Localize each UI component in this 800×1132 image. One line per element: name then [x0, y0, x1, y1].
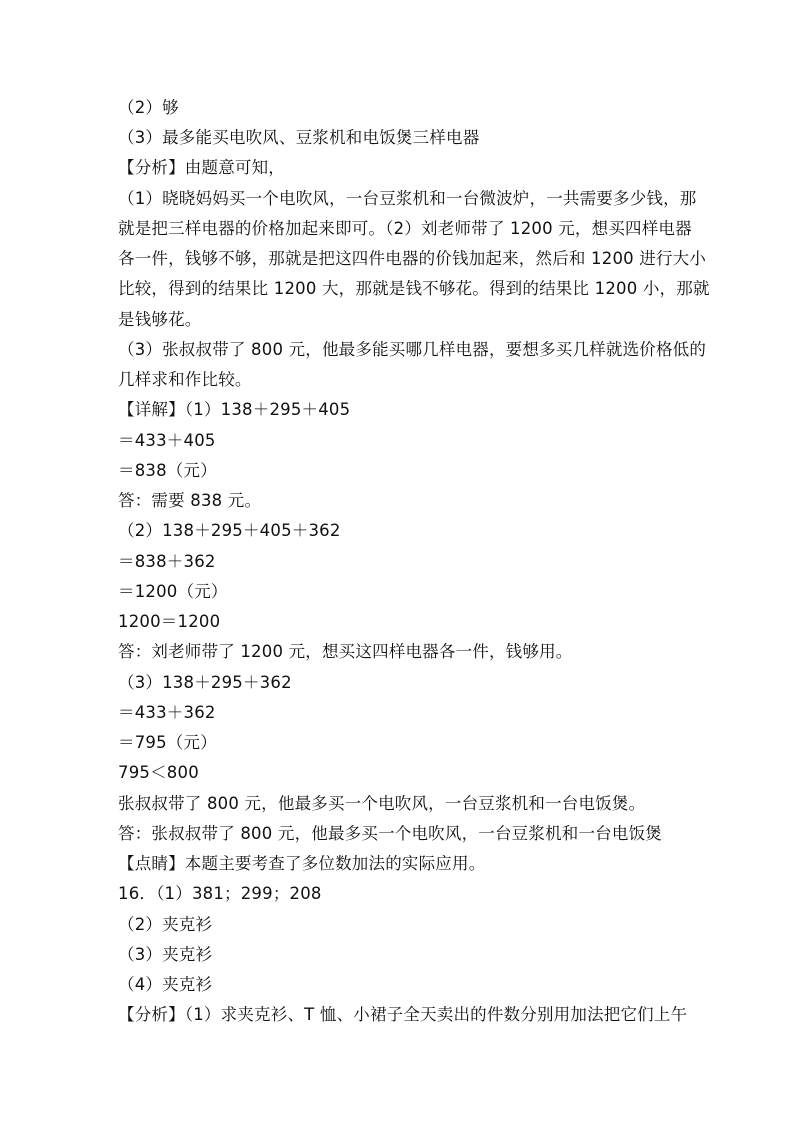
text-line: 比较，得到的结果比 1200 大，那就是钱不够花。得到的结果比 1200 小，那就	[118, 279, 710, 298]
text-line: （2）夹克衫	[118, 915, 213, 934]
text-line: 【分析】（1）求夹克衫、T 恤、小裙子全天卖出的件数分别用加法把它们上午	[118, 1005, 688, 1024]
text-line: 1200＝1200	[118, 612, 221, 631]
text-line: 张叔叔带了 800 元，他最多买一个电吹风，一台豆浆机和一台电饭煲。	[118, 794, 646, 813]
text-line: （3）最多能买电吹风、豆浆机和电饭煲三样电器	[118, 128, 480, 147]
text-line: 各一件，钱够不够，那就是把这四件电器的价钱加起来，然后和 1200 进行大小	[118, 249, 707, 268]
text-line: （3）夹克衫	[118, 945, 213, 964]
text-line: （3）138＋295＋362	[118, 673, 292, 692]
text-line: ＝433＋405	[118, 431, 216, 450]
text-line: 795＜800	[118, 763, 199, 782]
text-line: （1）晓晓妈妈买一个电吹风，一台豆浆机和一台微波炉，一共需要多少钱，那	[118, 189, 697, 208]
text-line: 答：需要 838 元。	[118, 491, 262, 510]
text-line: 16．（1）381；299；208	[118, 884, 322, 903]
text-line: （3）张叔叔带了 800 元，他最多能买哪几样电器，要想多买几样就选价格低的	[118, 340, 707, 359]
text-line: 就是把三样电器的价格加起来即可。（2）刘老师带了 1200 元，想买四样电器	[118, 219, 692, 238]
text-line: 【点睛】本题主要考查了多位数加法的实际应用。	[118, 854, 486, 873]
text-line: ＝838（元）	[118, 461, 217, 480]
text-line: （2）够	[118, 98, 179, 117]
text-line: ＝433＋362	[118, 703, 216, 722]
text-line: 几样求和作比较。	[118, 370, 252, 389]
text-line: 【分析】由题意可知，	[118, 158, 285, 177]
text-line: 答：刘老师带了 1200 元，想买这四样电器各一件，钱够用。	[118, 642, 573, 661]
text-line: 【详解】（1）138＋295＋405	[118, 400, 351, 419]
text-line: ＝838＋362	[118, 552, 216, 571]
text-line: ＝1200（元）	[118, 582, 228, 601]
text-line: 是钱够花。	[118, 310, 202, 329]
text-line: （2）138＋295＋405＋362	[118, 521, 341, 540]
text-line: 答：张叔叔带了 800 元，他最多买一个电吹风，一台豆浆机和一台电饭煲	[118, 824, 662, 843]
text-line: ＝795（元）	[118, 733, 217, 752]
text-line: （4）夹克衫	[118, 975, 213, 994]
